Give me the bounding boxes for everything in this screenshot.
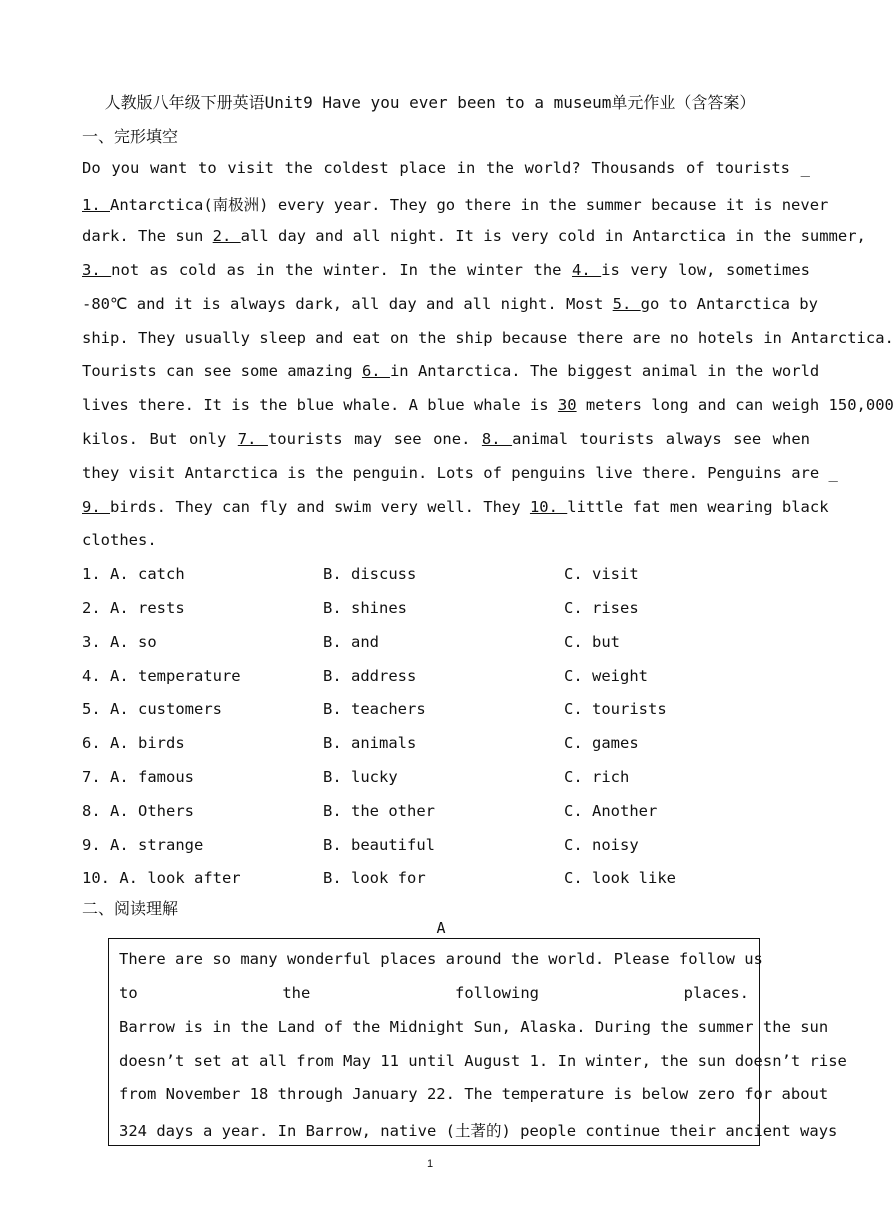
option-b: B. shines xyxy=(323,599,407,617)
passage-line: Barrow is in the Land of the Midnight Sun, Alaska. During the summer the sun xyxy=(119,1018,829,1036)
passage-line: they visit Antarctica is the penguin. Lots of penguins live there. Penguins are _ xyxy=(82,464,838,482)
blank-3: 3. xyxy=(82,261,112,279)
blank-2: 2. xyxy=(212,227,241,245)
passage-line: dark. The sun 2. all day and all night. It is very cold in Antarctica in the summer, xyxy=(82,227,866,245)
passage-line: 324 days a year. In Barrow, native (土著的) people continue their ancient ways xyxy=(119,1122,838,1140)
blank-1: 1. xyxy=(82,196,110,214)
passage-line: clothes. xyxy=(82,531,157,549)
option-b: B. look for xyxy=(323,869,426,887)
option-a: 8. A. Others xyxy=(82,802,194,820)
option-b: B. beautiful xyxy=(323,836,435,854)
passage-line: kilos. But only 7. tourists may see one. 8. animal tourists always see when xyxy=(82,430,810,448)
section-heading-reading: 二、阅读理解 xyxy=(82,899,179,918)
blank-9: 9. xyxy=(82,498,110,516)
option-c: C. rich xyxy=(564,768,630,786)
passage-line: doesn’t set at all from May 11 until August 1. In winter, the sun doesn’t rise xyxy=(119,1052,847,1070)
passage-line: 1. Antarctica(南极洲) every year. They go there in the summer because it is never xyxy=(82,196,829,214)
option-b: B. the other xyxy=(323,802,435,820)
reading-passage-box xyxy=(108,938,847,1146)
passage-line: -80℃ and it is always dark, all day and all night. Most 5. go to Antarctica by xyxy=(82,295,818,313)
option-c: C. Another xyxy=(564,802,658,820)
option-a: 3. A. so xyxy=(82,633,157,651)
page-number: 1 xyxy=(426,1158,434,1170)
passage-line: from November 18 through January 22. The temperature is below zero for about xyxy=(119,1085,829,1103)
page-title: 人教版八年级下册英语Unit9 Have you ever been to a museum单元作业（含答案） xyxy=(104,93,756,112)
option-a: 6. A. birds xyxy=(82,734,185,752)
blank-7: 7. xyxy=(237,430,268,448)
option-c: C. tourists xyxy=(564,700,667,718)
passage-line: ship. They usually sleep and eat on the ship because there are no hotels in Antarctica. xyxy=(82,329,894,347)
option-a: 10. A. look after xyxy=(82,869,241,887)
option-b: B. discuss xyxy=(323,565,417,583)
option-b: B. lucky xyxy=(323,768,398,786)
passage-line: to the following places. xyxy=(119,984,749,1002)
blank-8: 8. xyxy=(481,430,513,448)
option-c: C. rises xyxy=(564,599,639,617)
option-c: C. noisy xyxy=(564,836,639,854)
option-c: C. but xyxy=(564,633,620,651)
option-a: 4. A. temperature xyxy=(82,667,241,685)
passage-line: Do you want to visit the coldest place in the world? Thousands of tourists _ xyxy=(82,159,810,177)
option-c: C. look like xyxy=(564,869,676,887)
section-heading-cloze: 一、完形填空 xyxy=(82,127,179,146)
option-a: 1. A. catch xyxy=(82,565,185,583)
blank-6: 6. xyxy=(361,362,390,380)
option-a: 5. A. customers xyxy=(82,700,222,718)
part-label: A xyxy=(436,919,446,937)
blank-4: 4. xyxy=(572,261,602,279)
passage-line: 9. birds. They can fly and swim very well. They 10. little fat men wearing black xyxy=(82,498,829,516)
passage-line: 3. not as cold as in the winter. In the winter the 4. is very low, sometimes xyxy=(82,261,810,279)
option-b: B. animals xyxy=(323,734,417,752)
option-a: 7. A. famous xyxy=(82,768,194,786)
blank-10: 10. xyxy=(529,498,568,516)
option-a: 2. A. rests xyxy=(82,599,185,617)
blank-5: 5. xyxy=(612,295,641,313)
option-c: C. weight xyxy=(564,667,648,685)
passage-line: lives there. It is the blue whale. A blue whale is 30 meters long and can weigh 150,000 xyxy=(82,396,894,414)
option-c: C. visit xyxy=(564,565,639,583)
underlined-number: 30 xyxy=(557,396,577,414)
passage-line: There are so many wonderful places around the world. Please follow us xyxy=(119,950,763,968)
option-b: B. teachers xyxy=(323,700,426,718)
option-b: B. and xyxy=(323,633,379,651)
option-a: 9. A. strange xyxy=(82,836,204,854)
passage-line: Tourists can see some amazing 6. in Antarctica. The biggest animal in the world xyxy=(82,362,820,380)
option-b: B. address xyxy=(323,667,417,685)
option-c: C. games xyxy=(564,734,639,752)
